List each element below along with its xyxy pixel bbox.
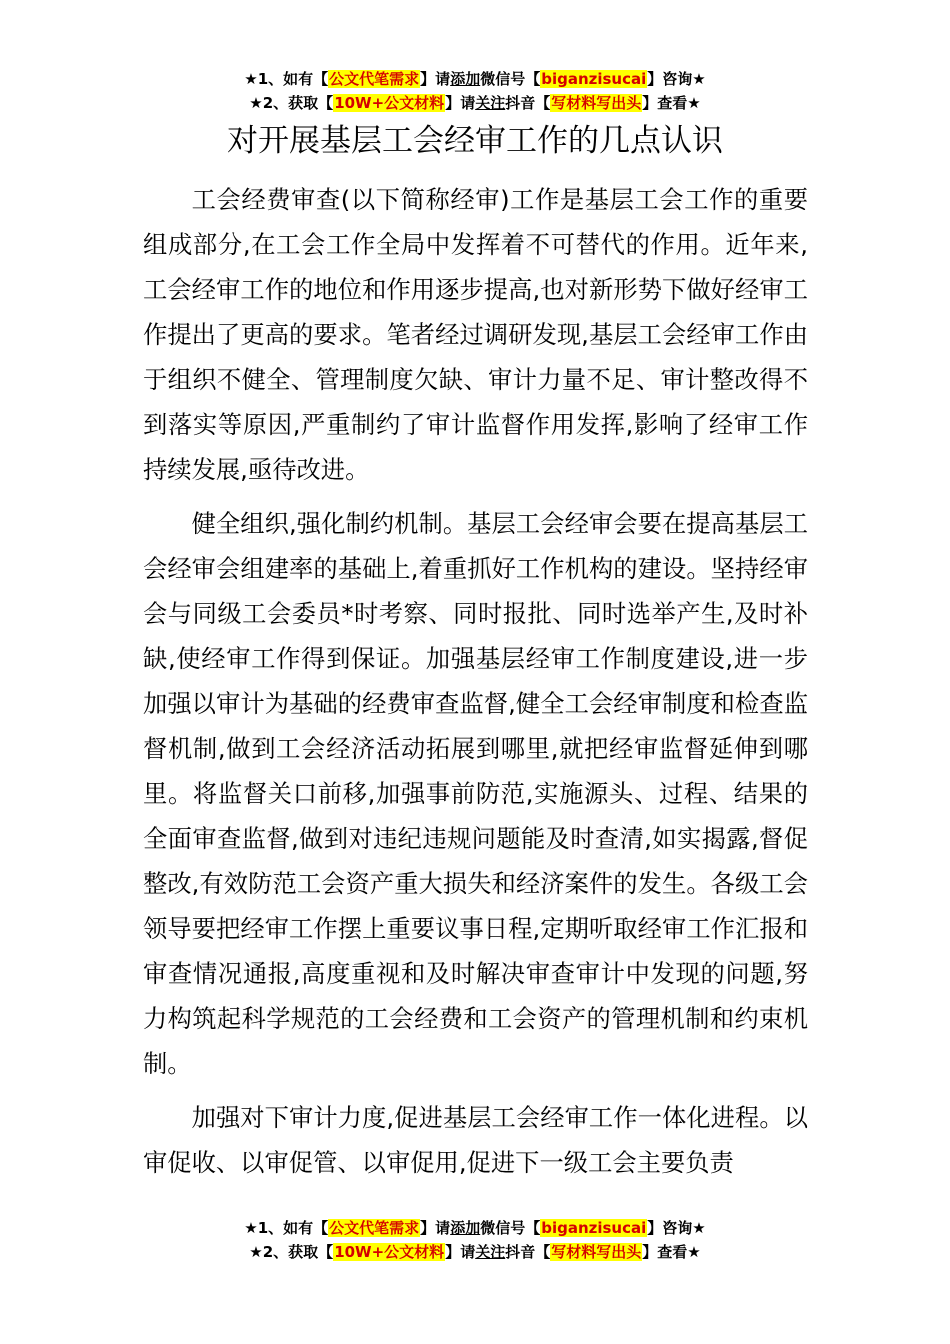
document-body [143, 177, 808, 1185]
promo-line-2-highlight-douyin-id: 写材料写出头 [551, 94, 642, 112]
footer-promo-line-1-highlight-wechat-id: biganzisucai [541, 1219, 647, 1237]
promo-line-2 [0, 91, 950, 115]
footer-promo-line-1-underlined: 添加 [450, 1219, 481, 1237]
document-title: 对开展基层工会经审工作的几点认识 [227, 123, 723, 159]
footer-promo-line-2-text-2: 抖音【 [505, 1243, 551, 1261]
promo-line-2-text: 】请 [445, 94, 476, 112]
body-paragraph-1: 工会经费审查(以下简称经审)工作是基层工会工作的重要组成部分,在工会工作全局中发挥着不可替代的作用。近年来,工会经审工作的地位和作用逐步提高,也对新形势下做好经审工作提出了更高的要求。笔者经过调研发现,基层工会经审工作由于组织不健全、管理制度欠缺、审计力量不足、审计整改得不到落实等原因,严重制约了审计监督作用发挥,影响了经审工作持续发展,亟待改进。 [143, 185, 808, 484]
promo-line-1-text-2: 微信号【 [480, 70, 541, 88]
footer-promo-line-1-text-2: 微信号【 [480, 1219, 541, 1237]
promo-line-2-suffix: 】查看★ [642, 94, 701, 112]
promo-line-2-text-2: 抖音【 [505, 94, 551, 112]
promo-line-2-underlined: 关注 [475, 94, 506, 112]
footer-promo-line-2-suffix: 】查看★ [642, 1243, 701, 1261]
footer-promo-line-1-prefix: ★1、如有【 [244, 1219, 329, 1237]
footer-promo-line-1-suffix: 】咨询★ [647, 1219, 706, 1237]
promo-line-1-text: 】请 [420, 70, 451, 88]
promo-line-1-highlight-service: 公文代笔需求 [329, 70, 420, 88]
footer-promo-line-2-text: 】请 [445, 1243, 476, 1261]
footer-promo-banner [0, 1216, 950, 1264]
footer-promo-line-1 [0, 1216, 950, 1240]
body-paragraph-2: 健全组织,强化制约机制。基层工会经审会要在提高基层工会经审会组建率的基础上,着重抓好工作机构的建设。坚持经审会与同级工会委员*时考察、同时报批、同时选举产生,及时补缺,使经审工作得到保证。加强基层经审工作制度建设,进一步加强以审计为基础的经费审查监督,健全工会经审制度和检查监督机制,做到工会经济活动拓展到哪里,就把经审监督延伸到哪里。将监督关口前移,加强事前防范,实施源头、过程、结果的全面审查监督,做到对违纪违规问题能及时查清,如实揭露,督促整改,有效防范工会资产重大损失和经济案件的发生。各级工会领导要把经审工作摆上重要议事日程,定期听取经审工作汇报和审查情况通报,高度重视和及时解决审查审计中发现的问题,努力构筑起科学规范的工会经费和工会资产的管理机制和约束机制。 [143, 509, 808, 1078]
promo-line-2-prefix: ★2、获取【 [249, 94, 334, 112]
footer-promo-line-2-underlined: 关注 [475, 1243, 506, 1261]
promo-line-1 [0, 67, 950, 91]
header-promo-banner [0, 67, 950, 115]
promo-line-1-suffix: 】咨询★ [647, 70, 706, 88]
promo-line-2-highlight-materials: 10W+公文材料 [334, 94, 445, 112]
promo-line-1-highlight-wechat-id: biganzisucai [541, 70, 647, 88]
promo-line-1-prefix: ★1、如有【 [244, 70, 329, 88]
footer-promo-line-2-prefix: ★2、获取【 [249, 1243, 334, 1261]
body-paragraph-3: 加强对下审计力度,促进基层工会经审工作一体化进程。以审促收、以审促管、以审促用,促进下一级工会主要负责 [143, 1103, 808, 1177]
footer-promo-line-2-highlight-douyin-id: 写材料写出头 [551, 1243, 642, 1261]
footer-promo-line-2 [0, 1240, 950, 1264]
footer-promo-line-2-highlight-materials: 10W+公文材料 [334, 1243, 445, 1261]
promo-line-1-underlined: 添加 [450, 70, 481, 88]
footer-promo-line-1-text: 】请 [420, 1219, 451, 1237]
footer-promo-line-1-highlight-service: 公文代笔需求 [329, 1219, 420, 1237]
